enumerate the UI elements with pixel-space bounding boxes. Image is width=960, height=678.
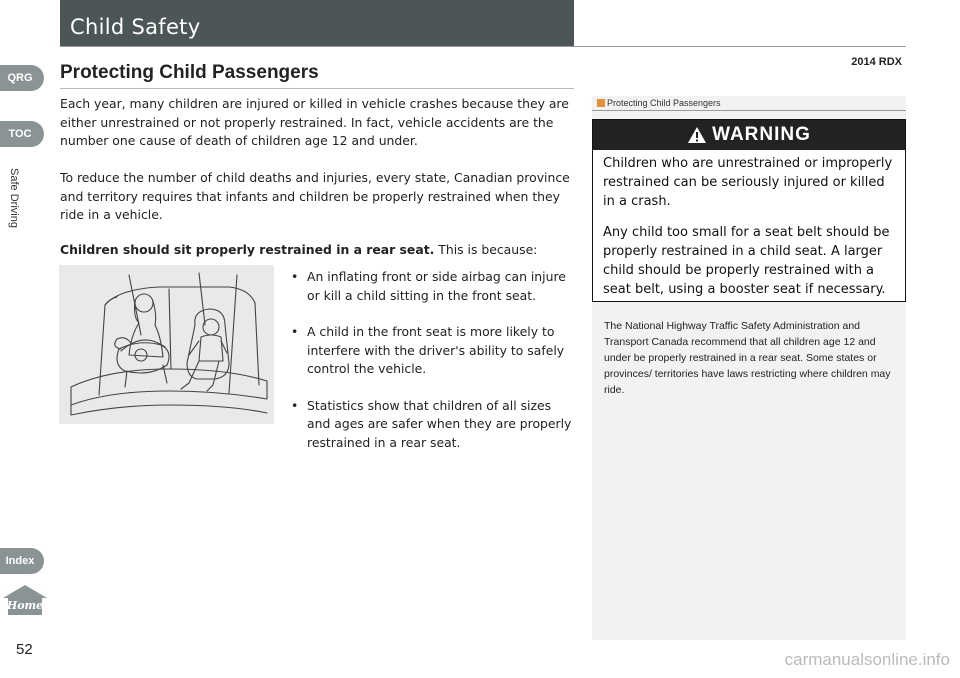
warning-triangle-icon <box>687 126 707 144</box>
rear-seat-rest: This is because: <box>434 242 538 257</box>
header-rule <box>60 46 906 47</box>
list-item-text: Statistics show that children of all sizes and ages are safer when they are properly restrained in a rear seat. <box>307 397 572 450</box>
home-button[interactable] <box>2 584 48 616</box>
model-label: 2014 RDX <box>851 56 902 68</box>
list-item <box>288 323 578 379</box>
rear-seat-paragraph <box>60 241 574 260</box>
toc-tab-label: TOC <box>8 128 32 140</box>
index-tab[interactable] <box>0 548 44 574</box>
side-heading-text: Protecting Child Passengers <box>607 98 721 108</box>
law-paragraph: To reduce the number of child deaths and injuries, every state, Canadian province and territory requires that infants and children be properly restrained when they ride in a vehicle. <box>60 170 570 222</box>
bullet-icon: • <box>291 269 299 284</box>
section-label <box>2 160 20 240</box>
page-number: 52 <box>16 641 33 658</box>
reasons-list <box>288 268 578 452</box>
rear-seat-emphasis: Children should sit properly restrained in a rear seat. <box>60 242 435 257</box>
watermark: carmanualsonline.info <box>784 650 950 669</box>
warning-header <box>593 120 905 150</box>
section-title: Protecting Child Passengers <box>60 62 319 83</box>
section-rule <box>60 88 574 89</box>
warning-box <box>592 119 906 302</box>
chapter-title-bar <box>60 0 574 46</box>
list-item <box>288 397 578 453</box>
list-item <box>288 268 578 305</box>
side-note: The National Highway Traffic Safety Administration and Transport Canada recommend that all children age 12 and under be properly restrained in a rear seat. Some states or provinces/ territories have laws restricting where children may ride. <box>604 320 891 396</box>
rear-seat-illustration <box>59 265 274 424</box>
list-item-text: An inflating front or side airbag can injure or kill a child sitting in the front seat. <box>307 269 566 303</box>
qrg-tab[interactable] <box>0 65 44 91</box>
bullet-icon: • <box>291 324 299 339</box>
side-rule <box>592 110 906 111</box>
warning-text-2: Any child too small for a seat belt should be properly restrained in a child seat. A larger child should be properly restrained with a seat belt, using a booster seat if necessary. <box>603 225 890 297</box>
qrg-tab-label: QRG <box>7 72 33 84</box>
chapter-title: Child Safety <box>70 15 201 39</box>
side-heading <box>597 98 721 108</box>
index-tab-label: Index <box>5 555 35 567</box>
home-label: Home <box>6 599 44 612</box>
list-item-text: A child in the front seat is more likely to interfere with the driver's ability to safely control the vehicle. <box>307 324 565 376</box>
heading-marker-icon <box>597 99 605 107</box>
bullet-icon: • <box>291 397 299 413</box>
toc-tab[interactable] <box>0 121 44 147</box>
home-icon <box>2 584 48 616</box>
intro-paragraph: Each year, many children are injured or killed in vehicle crashes because they are either unrestrained or not properly restrained. In fact, vehicle accidents are the number one cause of death of children age 12 and under. <box>60 96 569 148</box>
section-label-text: Safe Driving <box>8 168 20 228</box>
warning-text-1: Children who are unrestrained or improperly restrained can be seriously injured or killed in a crash. <box>603 156 893 209</box>
warning-title: WARNING <box>712 124 811 145</box>
